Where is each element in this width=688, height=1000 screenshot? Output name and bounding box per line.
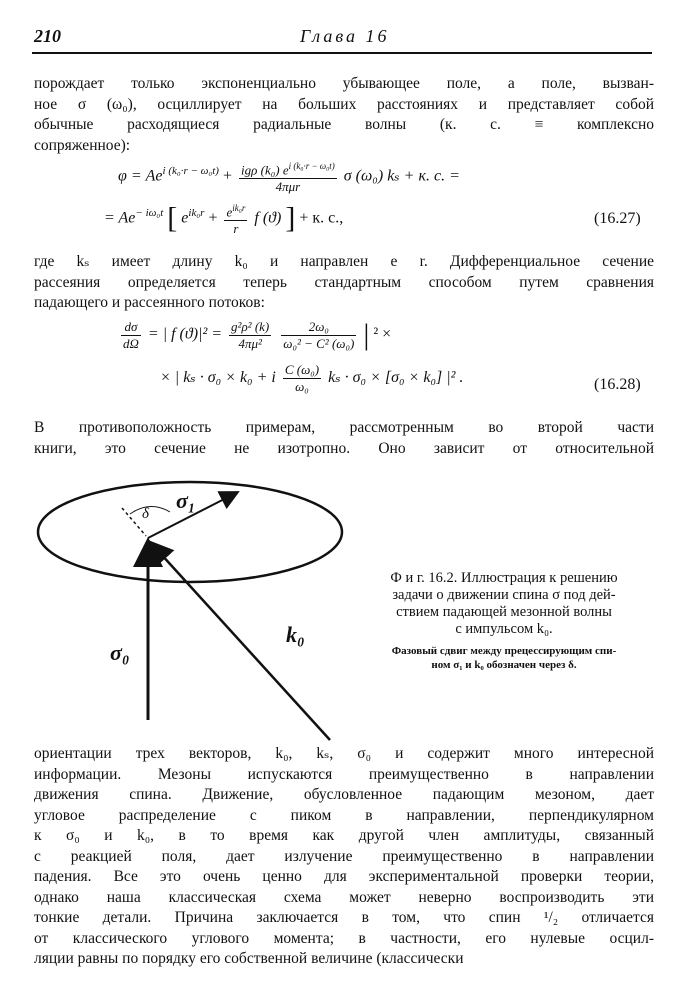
text-line: к σ₀ и k₀, в то время как другой член амплитуды, связанный [34, 827, 654, 844]
text-line: ляции равны по порядку его собственной величине (классически [34, 950, 464, 967]
eq-term: kₛ · σ₀ × [σ₀ × k₀] |² . [328, 369, 464, 387]
eq-exponent: − iω₀t [135, 207, 164, 220]
eq-abs-bar: | [363, 318, 370, 351]
text-line: ориентации трех векторов, k₀, kₛ, σ₀ и содержит много интересной [34, 745, 654, 762]
equation-number: (16.28) [594, 376, 641, 393]
caption-note-line: Фазовый сдвиг между прецессирующим спи- [391, 645, 617, 657]
eq-exponent: i (k₀·r − ω₀t) [288, 161, 335, 171]
eq-fraction-numerator: 2ω₀ [281, 319, 356, 336]
text-line: сопряженное): [34, 136, 131, 154]
label-k0: k₀ [286, 622, 305, 647]
eq-operator: + [222, 167, 233, 185]
eq-fraction-denominator: dΩ [123, 335, 139, 351]
equation-number: (16.27) [594, 210, 641, 227]
caption-line: задачи о движении спина σ под дей- [392, 587, 616, 603]
text-line: однако наша классическая схема может неверно воспроизводить эти [34, 888, 654, 906]
caption-line: ствием падающей мезонной волны [396, 604, 612, 620]
text-line: тонкие детали. Причина заключается в том, что спин ¹/₂ отличается [34, 909, 654, 926]
eq-bracket-close: ] [285, 201, 296, 235]
eq-term: = | f (ϑ)|² = [147, 325, 223, 343]
text-line: падающего и рассеянного потоков: [34, 294, 265, 311]
eq-term: ² × [373, 325, 392, 343]
paragraph-discussion [34, 744, 654, 970]
text-line: порождает только экспоненциально убывающее поле, а поле, вызван- [34, 75, 654, 92]
caption-note [354, 644, 654, 672]
delta-arc [130, 506, 170, 514]
eq-fraction-numerator: e [226, 204, 233, 220]
eq-fraction-denominator: ω₀² − C² (ω₀) [283, 335, 355, 351]
text-line: движения спина. Движение, обусловленное падающим мезоном, дает [34, 786, 654, 803]
eq-term: × | kₛ · σ₀ × k₀ + i [160, 369, 276, 387]
eq-fraction-numerator: dσ [121, 319, 141, 336]
text-line: угловое распределение с пиком в направлении, перпендикулярном [34, 806, 654, 824]
caption-note-line: ном σ₁ и k₀ обозначен через δ. [431, 659, 577, 671]
eq-fraction-denominator: r [233, 221, 239, 237]
text-line: с реакцией поля, дает излучение преимущественно в направлении [34, 847, 654, 865]
eq-fraction-denominator: ω₀ [295, 379, 309, 394]
page-number: 210 [34, 26, 61, 46]
text-line: ное σ (ω₀), осциллирует на больших расстояниях и представляет собой [34, 95, 654, 113]
eq-term: f (ϑ) [254, 209, 282, 227]
eq-term: e [181, 209, 189, 227]
eq-exponent: ik₀r [188, 207, 205, 220]
text-line: рассеяния определяется теперь стандартным способом путем сравнения [34, 273, 654, 291]
eq-term: = Ae [104, 209, 136, 227]
figure-caption [354, 570, 654, 672]
equation-16-27-line2: = $Ae^{- i\omega_0t}$ [ $e^{ik_0r}$ + $\frac{e^{ik_0r}}{r}$ f (ϑ) ] + к. с., [104, 201, 344, 237]
eq-bracket-open: [ [167, 201, 178, 235]
label-delta: δ [142, 506, 149, 522]
eq-fraction-denominator: 4πμr [275, 179, 301, 195]
label-sigma0: σ₀ [110, 640, 130, 665]
eq-fraction-numerator: g²ρ² (k) [231, 318, 270, 334]
text-line: книги, это сечение не изотропно. Оно зависит от относительной [34, 439, 654, 457]
eq-fraction-numerator: igρ (k₀) e [241, 162, 289, 178]
label-sigma1: σ₁ [176, 488, 196, 513]
running-head: Глава 16 [300, 26, 390, 46]
text-line: где kₛ имеет длину k₀ и направлен е r. Дифференциальное сечение [34, 253, 654, 270]
eq-term: + к. с., [299, 209, 344, 227]
text-line: обычные расходящиеся радиальные волны (к. с. ≡ комплексно [34, 116, 654, 133]
eq-exponent: i (k₀·r − ω₀t) [162, 165, 219, 178]
text-line: информации. Мезоны испускаются преимущественно в направлении [34, 765, 654, 783]
text-line: В противоположность примерам, рассмотренным во второй части [34, 419, 654, 436]
eq-term: φ = Ae [118, 167, 163, 185]
caption-line: Ф и г. 16.2. Иллюстрация к решению [390, 570, 618, 586]
text-line: от классического углового момента; в частности, его нулевые осцил- [34, 929, 654, 947]
text-line: падения. Все это очень ценно для экспериментальной проверки теории, [34, 868, 654, 885]
eq-term: σ (ω₀) kₛ + к. с. = [343, 167, 460, 185]
caption-line: с импульсом k₀. [455, 621, 553, 637]
eq-exponent: ik₀r [232, 203, 246, 213]
eq-fraction-denominator: 4πμ² [238, 335, 262, 351]
eq-fraction-numerator: C (ω₀) [284, 362, 320, 377]
